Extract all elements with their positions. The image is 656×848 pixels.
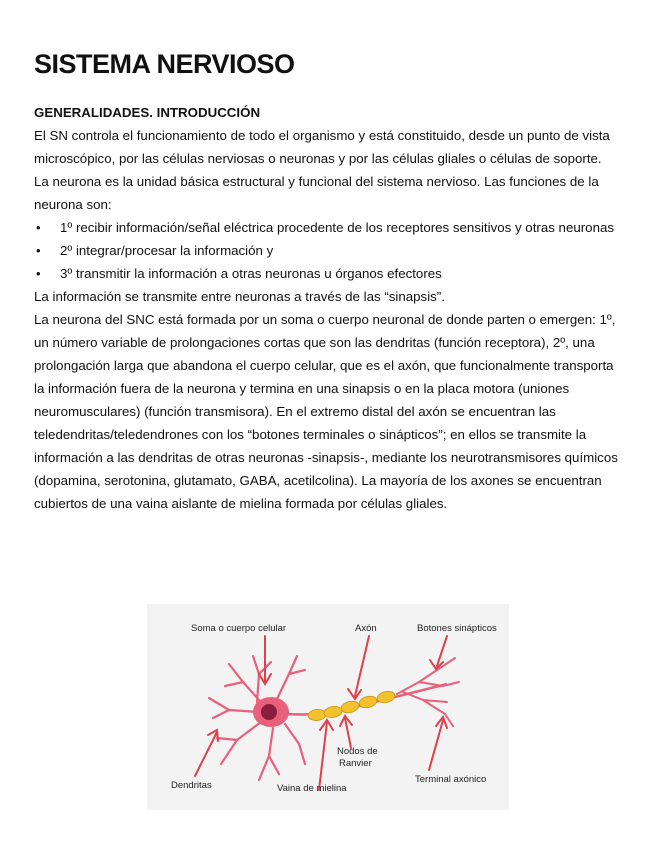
paragraph-neuron-structure: La neurona del SNC está formada por un soma o cuerpo neuronal de donde parten o emergen: 1º, un número variable de prolongaciones cortas que son las dendritas (función receptora), 2º, una prolongación larga que abandona el cuerpo celular, que es el axón, que funcionalmente transporta la información fuera de la neurona y termina en una sinapsis o en la placa motora (uniones neuromusculares) (función transmisora). En el extremo distal del axón se encuentran las teledendritas/teledendrones con los “botones terminales o sinápticos”; en ellos se transmite la información a las dendritas de otras neuronas -sinapsis-, mediante los neurotransmisores químicos (dopamina, serotonina, glutamato, GABA, acetilcolina). La mayoría de los axones se encuentran cubiertos de una vaina aislante de mielina formada por células gliales. — [34, 312, 618, 511]
section-heading: GENERALIDADES. INTRODUCCIÓN — [34, 105, 261, 120]
paragraph-sn-intro: El SN controla el funcionamiento de todo el organismo y está constituido, desde un punto de vista microscópico, por las células nerviosas o neuronas y por las células gliales o células de soporte. — [34, 128, 610, 166]
document-page — [34, 44, 626, 515]
paragraph-synapse: La información se transmite entre neuronas a través de las “sinapsis”. — [34, 289, 445, 304]
paragraph-neuron-functions: La neurona es la unidad básica estructural y funcional del sistema nervioso. Las funciones de la neurona son: — [34, 174, 599, 212]
label-axon: Axón — [355, 623, 377, 634]
label-vaina: Vaina de mielina — [277, 783, 347, 794]
list-item: • 1º recibir información/señal eléctrica procedente de los receptores sensitivos y otras neuronas — [34, 216, 626, 239]
neuron-diagram — [147, 604, 509, 810]
label-nodos: Nodos de — [337, 746, 378, 757]
label-terminal: Terminal axónico — [415, 774, 487, 785]
label-soma: Soma o cuerpo celular — [191, 623, 287, 634]
label-botones: Botones sinápticos — [417, 623, 497, 634]
label-ranvier: Ranvier — [339, 758, 372, 769]
label-dendritas: Dendritas — [171, 780, 212, 791]
nucleus-shape — [261, 704, 277, 720]
document-title: SISTEMA NERVIOSO — [34, 49, 295, 79]
list-item: • 2º integrar/procesar la información y — [34, 239, 626, 262]
list-item: • 3º transmitir la información a otras neuronas u órganos efectores — [34, 262, 626, 285]
functions-list — [34, 216, 626, 285]
